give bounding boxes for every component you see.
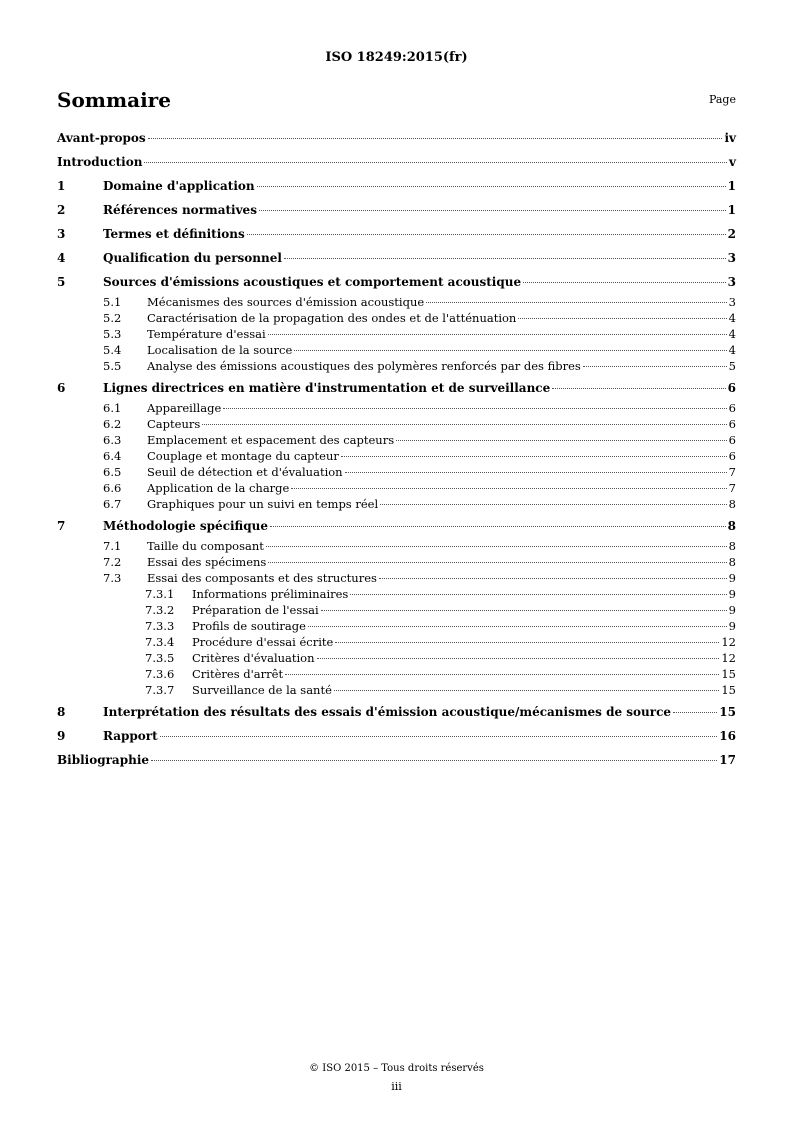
toc-entry-title: Termes et définitions bbox=[103, 227, 245, 241]
toc-entry-number: 2 bbox=[57, 203, 66, 217]
toc-entry-number: 6.6 bbox=[103, 481, 122, 495]
toc-entry-title: Qualification du personnel bbox=[103, 251, 282, 265]
toc-entry-page: 3 bbox=[727, 251, 736, 265]
toc-entry-title: Seuil de détection et d'évaluation bbox=[147, 465, 343, 479]
toc-entry-page: 7 bbox=[728, 465, 736, 479]
toc-entry-number: 5 bbox=[57, 275, 66, 289]
toc-entry[interactable] bbox=[57, 464, 736, 480]
toc-entry-page: 1 bbox=[727, 179, 736, 193]
toc-entry-number: 7.3.5 bbox=[145, 651, 175, 665]
toc-entry-title: Avant-propos bbox=[57, 131, 146, 145]
toc-entry-number: 7 bbox=[57, 519, 66, 533]
toc-entry-title: Emplacement et espacement des capteurs bbox=[147, 433, 395, 447]
toc-leader-dots bbox=[380, 503, 727, 505]
toc-entry-page: 5 bbox=[728, 359, 736, 373]
toc-entry[interactable] bbox=[57, 326, 736, 342]
toc-entry-page: 15 bbox=[719, 705, 736, 719]
toc-entry-number: 7.3.7 bbox=[145, 683, 175, 697]
toc-entry-title: Couplage et montage du capteur bbox=[147, 449, 339, 463]
toc-leader-dots bbox=[335, 641, 719, 643]
toc-entry[interactable] bbox=[57, 246, 736, 270]
toc-entry-title: Rapport bbox=[103, 729, 158, 743]
toc-leader-dots bbox=[350, 593, 726, 595]
toc-entry-title: Sources d'émissions acoustiques et comportement acoustique bbox=[103, 275, 522, 289]
toc-entry[interactable] bbox=[57, 294, 736, 310]
table-of-contents bbox=[57, 126, 736, 772]
toc-entry-title: Lignes directrices en matière d'instrumentation et de surveillance bbox=[103, 381, 551, 395]
toc-entry-number: 6.4 bbox=[103, 449, 122, 463]
toc-leader-dots bbox=[321, 609, 727, 611]
toc-leader-dots bbox=[259, 209, 726, 211]
toc-entry-number: 5.1 bbox=[103, 295, 122, 309]
toc-entry-title: Critères d'évaluation bbox=[192, 651, 315, 665]
toc-entry-page: 1 bbox=[727, 203, 736, 217]
toc-entry-title: Procédure d'essai écrite bbox=[192, 635, 334, 649]
toc-leader-dots bbox=[518, 317, 726, 319]
toc-leader-dots bbox=[552, 387, 725, 389]
toc-entry-page: 6 bbox=[728, 417, 736, 431]
page-column-label: Page bbox=[708, 93, 736, 106]
toc-entry-title: Essai des spécimens bbox=[147, 555, 267, 569]
toc-leader-dots bbox=[285, 673, 719, 675]
toc-entry-page: 9 bbox=[728, 619, 736, 633]
toc-entry-title: Informations préliminaires bbox=[192, 587, 349, 601]
toc-entry-number: 7.2 bbox=[103, 555, 122, 569]
toc-entry[interactable] bbox=[57, 538, 736, 554]
toc-entry-page: 8 bbox=[727, 519, 736, 533]
toc-entry-number: 7.1 bbox=[103, 539, 122, 553]
toc-entry-page: 9 bbox=[728, 587, 736, 601]
toc-entry[interactable] bbox=[57, 376, 736, 400]
toc-entry[interactable] bbox=[57, 126, 736, 150]
toc-entry-page: 17 bbox=[719, 753, 736, 767]
toc-entry-number: 7.3.1 bbox=[145, 587, 175, 601]
toc-entry-number: 6.3 bbox=[103, 433, 122, 447]
toc-entry-page: v bbox=[729, 155, 736, 169]
toc-leader-dots bbox=[345, 471, 727, 473]
toc-entry[interactable] bbox=[57, 602, 736, 618]
toc-entry-title: Interprétation des résultats des essais d'émission acoustique/mécanismes de source bbox=[103, 705, 672, 719]
toc-entry[interactable] bbox=[57, 400, 736, 416]
toc-entry-page: 8 bbox=[728, 555, 736, 569]
toc-entry[interactable] bbox=[57, 724, 736, 748]
toc-entry-page: 4 bbox=[728, 311, 736, 325]
toc-entry-page: 9 bbox=[728, 603, 736, 617]
toc-entry-page: iv bbox=[724, 131, 736, 145]
toc-entry-number: 6.7 bbox=[103, 497, 122, 511]
toc-entry[interactable] bbox=[57, 650, 736, 666]
toc-leader-dots bbox=[291, 487, 726, 489]
toc-leader-dots bbox=[247, 233, 726, 235]
toc-entry-title: Bibliographie bbox=[57, 753, 150, 767]
toc-entry[interactable] bbox=[57, 480, 736, 496]
toc-leader-dots bbox=[673, 711, 717, 713]
toc-entry-title: Caractérisation de la propagation des ondes et de l'atténuation bbox=[147, 311, 517, 325]
toc-leader-dots bbox=[523, 281, 726, 283]
footer-page-number: iii bbox=[391, 1080, 402, 1093]
toc-entry-number: 5.5 bbox=[103, 359, 122, 373]
toc-entry-number: 7.3.4 bbox=[145, 635, 175, 649]
toc-leader-dots bbox=[148, 137, 723, 139]
toc-leader-dots bbox=[223, 407, 726, 409]
toc-entry[interactable] bbox=[57, 416, 736, 432]
toc-leader-dots bbox=[268, 333, 727, 335]
toc-entry-page: 3 bbox=[728, 295, 736, 309]
toc-entry-page: 6 bbox=[728, 433, 736, 447]
toc-entry-number: 6.1 bbox=[103, 401, 122, 415]
toc-leader-dots bbox=[284, 257, 726, 259]
footer-copyright: © ISO 2015 – Tous droits réservés bbox=[309, 1063, 484, 1074]
toc-entry-number: 4 bbox=[57, 251, 66, 265]
toc-entry-number: 7.3.3 bbox=[145, 619, 175, 633]
toc-leader-dots bbox=[317, 657, 720, 659]
toc-entry-title: Surveillance de la santé bbox=[192, 683, 332, 697]
toc-entry-title: Graphiques pour un suivi en temps réel bbox=[147, 497, 379, 511]
toc-entry-title: Préparation de l'essai bbox=[192, 603, 319, 617]
page-title: Sommaire bbox=[57, 88, 171, 112]
toc-leader-dots bbox=[396, 439, 727, 441]
toc-leader-dots bbox=[583, 365, 727, 367]
toc-entry-number: 9 bbox=[57, 729, 66, 743]
toc-entry[interactable] bbox=[57, 358, 736, 374]
toc-entry-page: 2 bbox=[727, 227, 736, 241]
toc-entry[interactable] bbox=[57, 496, 736, 512]
toc-entry[interactable] bbox=[57, 222, 736, 246]
toc-entry[interactable] bbox=[57, 634, 736, 650]
toc-entry[interactable] bbox=[57, 682, 736, 698]
toc-entry-title: Introduction bbox=[57, 155, 143, 169]
toc-leader-dots bbox=[341, 455, 727, 457]
toc-entry-number: 5.3 bbox=[103, 327, 122, 341]
toc-leader-dots bbox=[379, 577, 727, 579]
toc-entry-title: Taille du composant bbox=[147, 539, 264, 553]
toc-entry-title: Domaine d'application bbox=[103, 179, 255, 193]
toc-entry-number: 8 bbox=[57, 705, 66, 719]
toc-leader-dots bbox=[257, 185, 726, 187]
toc-entry[interactable] bbox=[57, 150, 736, 174]
toc-entry-title: Analyse des émissions acoustiques des polymères renforcés par des fibres bbox=[147, 359, 581, 373]
toc-entry-page: 12 bbox=[721, 635, 736, 649]
toc-entry-title: Capteurs bbox=[147, 417, 201, 431]
toc-entry-number: 6.5 bbox=[103, 465, 122, 479]
toc-leader-dots bbox=[294, 349, 726, 351]
toc-entry-page: 12 bbox=[721, 651, 736, 665]
toc-entry-number: 5.2 bbox=[103, 311, 122, 325]
toc-entry-title: Références normatives bbox=[103, 203, 257, 217]
toc-entry-number: 7.3.2 bbox=[145, 603, 175, 617]
toc-entry-page: 6 bbox=[727, 381, 736, 395]
toc-leader-dots bbox=[144, 161, 727, 163]
toc-entry-page: 6 bbox=[728, 401, 736, 415]
toc-entry-title: Localisation de la source bbox=[147, 343, 293, 357]
toc-entry-number: 6 bbox=[57, 381, 66, 395]
toc-entry-page: 8 bbox=[728, 497, 736, 511]
toc-entry-page: 4 bbox=[728, 343, 736, 357]
toc-entry-page: 6 bbox=[728, 449, 736, 463]
toc-leader-dots bbox=[202, 423, 726, 425]
toc-entry[interactable] bbox=[57, 618, 736, 634]
toc-entry[interactable] bbox=[57, 666, 736, 682]
toc-entry[interactable] bbox=[57, 700, 736, 724]
toc-leader-dots bbox=[160, 735, 718, 737]
toc-entry-number: 7.3 bbox=[103, 571, 122, 585]
toc-entry-title: Profils de soutirage bbox=[192, 619, 306, 633]
toc-entry-number: 5.4 bbox=[103, 343, 122, 357]
toc-entry-title: Mécanismes des sources d'émission acoustique bbox=[147, 295, 425, 309]
toc-entry-page: 3 bbox=[727, 275, 736, 289]
toc-entry-title: Température d'essai bbox=[147, 327, 266, 341]
toc-entry[interactable] bbox=[57, 748, 736, 772]
toc-entry-page: 7 bbox=[728, 481, 736, 495]
toc-entry[interactable] bbox=[57, 432, 736, 448]
toc-entry[interactable] bbox=[57, 270, 736, 294]
toc-entry[interactable] bbox=[57, 448, 736, 464]
toc-leader-dots bbox=[426, 301, 727, 303]
toc-entry[interactable] bbox=[57, 514, 736, 538]
toc-entry[interactable] bbox=[57, 342, 736, 358]
toc-entry-page: 9 bbox=[728, 571, 736, 585]
toc-leader-dots bbox=[266, 545, 727, 547]
toc-entry[interactable] bbox=[57, 554, 736, 570]
toc-leader-dots bbox=[334, 689, 719, 691]
toc-leader-dots bbox=[270, 525, 726, 527]
toc-entry[interactable] bbox=[57, 570, 736, 586]
toc-entry-title: Appareillage bbox=[147, 401, 222, 415]
toc-entry-number: 7.3.6 bbox=[145, 667, 175, 681]
toc-entry-number: 6.2 bbox=[103, 417, 122, 431]
toc-entry-page: 8 bbox=[728, 539, 736, 553]
toc-leader-dots bbox=[308, 625, 727, 627]
toc-entry-title: Critères d'arrêt bbox=[192, 667, 284, 681]
toc-entry-title: Application de la charge bbox=[147, 481, 290, 495]
toc-entry[interactable] bbox=[57, 198, 736, 222]
toc-entry-page: 4 bbox=[728, 327, 736, 341]
toc-entry[interactable] bbox=[57, 310, 736, 326]
toc-leader-dots bbox=[268, 561, 726, 563]
toc-entry-page: 15 bbox=[721, 667, 736, 681]
toc-entry[interactable] bbox=[57, 174, 736, 198]
toc-entry-page: 16 bbox=[719, 729, 736, 743]
toc-leader-dots bbox=[151, 759, 717, 761]
document-header: ISO 18249:2015(fr) bbox=[325, 50, 468, 65]
toc-entry-number: 3 bbox=[57, 227, 66, 241]
toc-entry-title: Essai des composants et des structures bbox=[147, 571, 377, 585]
toc-entry-number: 1 bbox=[57, 179, 66, 193]
toc-entry-page: 15 bbox=[721, 683, 736, 697]
toc-entry-title: Méthodologie spécifique bbox=[103, 519, 269, 533]
toc-entry[interactable] bbox=[57, 586, 736, 602]
